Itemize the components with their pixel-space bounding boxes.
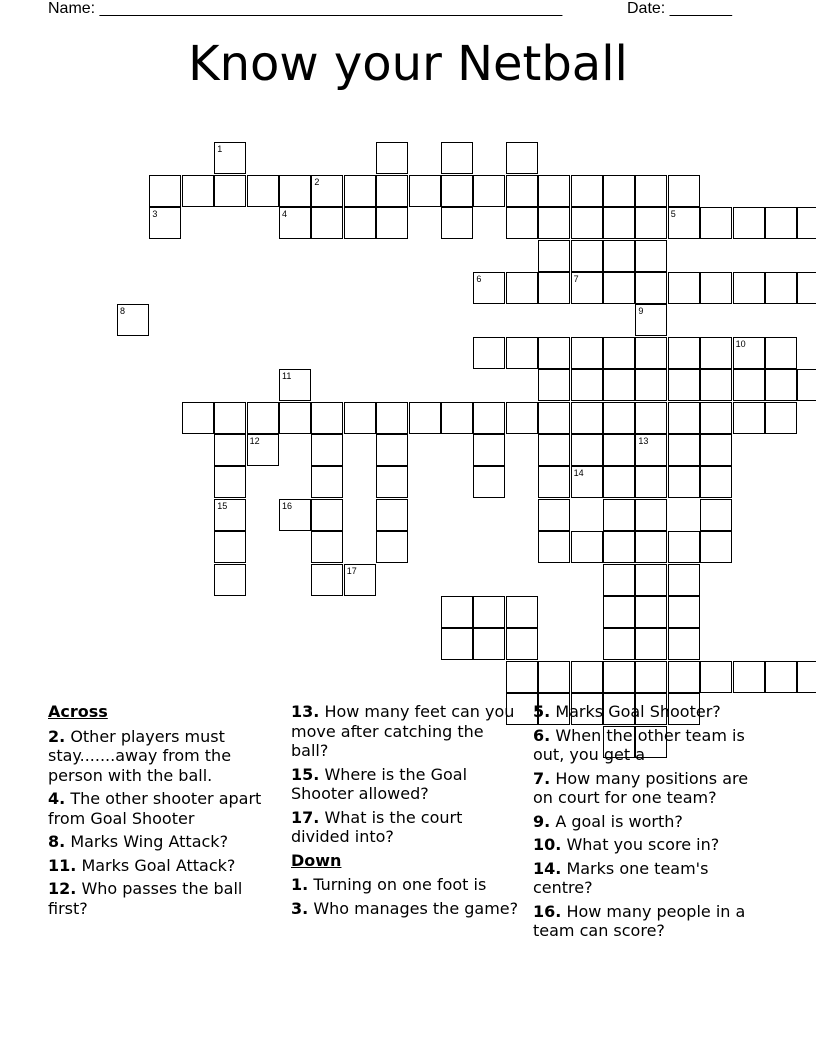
crossword-cell[interactable] <box>668 661 700 693</box>
crossword-cell[interactable] <box>441 628 473 660</box>
crossword-cell[interactable] <box>668 207 700 239</box>
crossword-cell[interactable] <box>571 434 603 466</box>
clue-text: A goal is worth? <box>555 811 683 831</box>
crossword-cell[interactable] <box>635 628 667 660</box>
crossword-cell[interactable] <box>603 272 635 304</box>
crossword-cell[interactable] <box>635 661 667 693</box>
crossword-cell[interactable] <box>571 207 603 239</box>
crossword-cell[interactable] <box>668 628 700 660</box>
clue-text: What you score in? <box>566 835 720 854</box>
cell-number: 7 <box>573 274 579 284</box>
crossword-cell[interactable] <box>571 531 603 563</box>
crossword-cell[interactable] <box>603 564 635 596</box>
crossword-cell[interactable] <box>668 596 700 628</box>
crossword-cell[interactable] <box>603 466 635 498</box>
crossword-cell[interactable] <box>149 207 181 239</box>
cell-number: 12 <box>249 436 260 446</box>
crossword-cell[interactable] <box>603 175 635 207</box>
clue-number: 13. <box>291 702 320 721</box>
crossword-cell[interactable] <box>214 402 246 434</box>
crossword-cell[interactable] <box>376 207 408 239</box>
crossword-cell[interactable] <box>668 337 700 369</box>
crossword-cell[interactable] <box>538 531 570 563</box>
crossword-cell[interactable] <box>311 175 343 207</box>
cell-number: 1 <box>217 144 223 155</box>
crossword-cell[interactable] <box>668 434 700 466</box>
crossword-cell[interactable] <box>603 661 635 693</box>
crossword-cell[interactable] <box>538 272 570 304</box>
crossword-cell[interactable] <box>376 175 408 207</box>
crossword-cell[interactable] <box>473 337 505 369</box>
clue-number: 4. <box>48 789 66 808</box>
clue-down-14 <box>533 859 765 898</box>
crossword-cell[interactable] <box>279 207 311 239</box>
crossword-cell[interactable] <box>538 434 570 466</box>
crossword-cell[interactable] <box>733 207 765 239</box>
crossword-cell[interactable] <box>538 207 570 239</box>
date-field-label[interactable]: Date: _______ <box>627 0 732 17</box>
crossword-cell[interactable] <box>538 499 570 531</box>
crossword-cell[interactable] <box>635 434 667 466</box>
clue-down-3 <box>291 899 523 919</box>
clue-number: 8. <box>48 832 66 851</box>
cell-number: 9 <box>638 306 644 317</box>
cell-number: 14 <box>573 468 584 479</box>
crossword-cell[interactable] <box>506 207 538 239</box>
crossword-cell[interactable] <box>538 369 570 401</box>
crossword-cell[interactable] <box>635 596 667 628</box>
crossword-cell[interactable] <box>311 466 343 498</box>
crossword-cell[interactable] <box>311 531 343 563</box>
crossword-cell[interactable] <box>506 596 538 628</box>
clue-down-9 <box>533 812 765 832</box>
crossword-cell[interactable] <box>506 402 538 434</box>
crossword-cell[interactable] <box>279 369 311 401</box>
clue-down-1 <box>291 875 523 895</box>
crossword-cell[interactable] <box>376 466 408 498</box>
crossword-cell[interactable] <box>376 434 408 466</box>
crossword-cell[interactable] <box>214 142 246 174</box>
crossword-cell[interactable] <box>635 466 667 498</box>
crossword-cell[interactable] <box>473 628 505 660</box>
cell-number: 8 <box>120 306 126 317</box>
crossword-cell[interactable] <box>700 337 732 369</box>
clue-down-10 <box>533 835 765 855</box>
crossword-cell[interactable] <box>538 240 570 272</box>
clue-across-2 <box>48 727 280 786</box>
crossword-cell[interactable] <box>506 142 538 174</box>
crossword-cell[interactable] <box>797 369 816 401</box>
crossword-cell[interactable] <box>700 466 732 498</box>
crossword-cell[interactable] <box>473 596 505 628</box>
clue-number: 17. <box>291 807 320 827</box>
crossword-cell[interactable] <box>538 661 570 693</box>
crossword-cell[interactable] <box>765 272 797 304</box>
clue-number: 5. <box>533 702 551 721</box>
crossword-cell[interactable] <box>441 596 473 628</box>
crossword-cell[interactable] <box>571 402 603 434</box>
clue-across-15 <box>291 765 523 804</box>
clue-number: 1. <box>291 875 309 894</box>
crossword-cell[interactable] <box>506 628 538 660</box>
crossword-cell[interactable] <box>214 499 246 531</box>
crossword-cell[interactable] <box>571 337 603 369</box>
crossword-cell[interactable] <box>441 402 473 434</box>
clue-text: How many feet can you move after catching the ball? <box>291 702 515 760</box>
clue-down-5 <box>533 702 765 722</box>
crossword-cell[interactable] <box>603 628 635 660</box>
clue-number: 7. <box>533 768 551 788</box>
crossword-cell[interactable] <box>733 337 765 369</box>
crossword-cell[interactable] <box>797 661 816 693</box>
cell-number: 3 <box>152 209 158 220</box>
crossword-cell[interactable] <box>700 402 732 434</box>
crossword-cell[interactable] <box>571 272 603 304</box>
crossword-cell[interactable] <box>635 369 667 401</box>
crossword-cell[interactable] <box>765 369 797 401</box>
crossword-cell[interactable] <box>571 369 603 401</box>
cell-number: 6 <box>476 274 482 284</box>
crossword-cell[interactable] <box>797 207 816 239</box>
crossword-cell[interactable] <box>538 175 570 207</box>
clue-across-4 <box>48 789 280 828</box>
clue-number: 6. <box>533 725 551 745</box>
crossword-cell[interactable] <box>214 564 246 596</box>
crossword-cell[interactable] <box>376 499 408 531</box>
crossword-cell[interactable] <box>441 175 473 207</box>
clue-text: What is the court divided into? <box>291 807 463 846</box>
crossword-cell[interactable] <box>668 369 700 401</box>
cell-number: 11 <box>282 371 292 382</box>
clue-text: Other players must stay.......away from the person with the ball. <box>48 726 232 785</box>
clue-text: Turning on one foot is <box>313 875 487 894</box>
crossword-cell[interactable] <box>668 272 700 304</box>
clue-across-17 <box>291 808 523 847</box>
clue-number: 16. <box>533 901 562 921</box>
crossword-cell[interactable] <box>603 337 635 369</box>
crossword-cell[interactable] <box>473 402 505 434</box>
clue-across-13 <box>291 702 523 761</box>
clue-text: When the other team is out, you get a <box>533 725 745 764</box>
crossword-cell[interactable] <box>733 272 765 304</box>
crossword-cell[interactable] <box>603 240 635 272</box>
cell-number: 17 <box>346 565 357 576</box>
crossword-cell[interactable] <box>279 175 311 207</box>
crossword-cell[interactable] <box>603 207 635 239</box>
crossword-cell[interactable] <box>311 564 343 596</box>
crossword-cell[interactable] <box>311 402 343 434</box>
crossword-cell[interactable] <box>603 531 635 563</box>
crossword-cell[interactable] <box>311 434 343 466</box>
crossword-cell[interactable] <box>700 499 732 531</box>
crossword-cell[interactable] <box>700 531 732 563</box>
crossword-cell[interactable] <box>635 240 667 272</box>
clue-number: 11. <box>48 855 77 875</box>
clue-text: Where is the Goal Shooter allowed? <box>291 764 468 803</box>
crossword-cell[interactable] <box>571 240 603 272</box>
crossword-cell[interactable] <box>247 434 279 466</box>
crossword-cell[interactable] <box>668 402 700 434</box>
crossword-cell[interactable] <box>409 175 441 207</box>
crossword-cell[interactable] <box>117 304 149 336</box>
cell-number: 2 <box>314 176 320 187</box>
cell-number: 13 <box>638 436 649 446</box>
crossword-cell[interactable] <box>700 207 732 239</box>
crossword-cell[interactable] <box>700 434 732 466</box>
crossword-cell[interactable] <box>700 369 732 401</box>
cell-number: 5 <box>670 209 676 220</box>
clue-text: Marks Wing Attack? <box>70 832 229 851</box>
clue-text: How many people in a team can score? <box>533 901 746 940</box>
across-heading: Across <box>48 702 108 721</box>
crossword-cell[interactable] <box>376 402 408 434</box>
crossword-cell[interactable] <box>765 402 797 434</box>
crossword-cell[interactable] <box>376 531 408 563</box>
crossword-cell[interactable] <box>603 434 635 466</box>
crossword-cell[interactable] <box>538 337 570 369</box>
crossword-cell[interactable] <box>635 402 667 434</box>
clue-number: 3. <box>291 898 309 918</box>
clue-text: The other shooter apart from Goal Shooter <box>48 789 262 828</box>
clues-column-3 <box>533 702 765 945</box>
crossword-cell[interactable] <box>700 661 732 693</box>
crossword-cell[interactable] <box>603 596 635 628</box>
crossword-cell[interactable] <box>473 272 505 304</box>
clue-number: 10. <box>533 835 562 854</box>
clue-text: Who passes the ball first? <box>48 879 243 918</box>
crossword-cell[interactable] <box>571 466 603 498</box>
crossword-cell[interactable] <box>635 499 667 531</box>
crossword-cell[interactable] <box>603 402 635 434</box>
crossword-cell[interactable] <box>214 466 246 498</box>
crossword-cell[interactable] <box>376 142 408 174</box>
clue-number: 12. <box>48 879 77 898</box>
crossword-cell[interactable] <box>635 272 667 304</box>
crossword-cell[interactable] <box>279 499 311 531</box>
crossword-cell[interactable] <box>214 434 246 466</box>
down-heading: Down <box>291 850 342 870</box>
crossword-cell[interactable] <box>441 207 473 239</box>
crossword-cell[interactable] <box>182 175 214 207</box>
crossword-cell[interactable] <box>635 564 667 596</box>
cell-number: 15 <box>217 500 228 511</box>
crossword-cell[interactable] <box>635 531 667 563</box>
crossword-cell[interactable] <box>506 272 538 304</box>
crossword-cell[interactable] <box>765 661 797 693</box>
crossword-cell[interactable] <box>635 304 667 336</box>
crossword-cell[interactable] <box>635 175 667 207</box>
clue-text: How many positions are on court for one team? <box>533 768 749 807</box>
crossword-cell[interactable] <box>603 499 635 531</box>
crossword-cell[interactable] <box>635 207 667 239</box>
clue-down-7 <box>533 769 765 808</box>
crossword-cell[interactable] <box>668 466 700 498</box>
clue-text: Marks Goal Shooter? <box>555 702 721 721</box>
clue-across-12 <box>48 879 280 918</box>
cell-number: 10 <box>735 338 746 349</box>
crossword-cell[interactable] <box>409 402 441 434</box>
crossword-cell[interactable] <box>506 661 538 693</box>
crossword-cell[interactable] <box>668 564 700 596</box>
clue-number: 2. <box>48 726 66 746</box>
crossword-cell[interactable] <box>733 661 765 693</box>
crossword-cell[interactable] <box>214 175 246 207</box>
crossword-cell[interactable] <box>635 337 667 369</box>
crossword-cell[interactable] <box>279 402 311 434</box>
clue-text: Who manages the game? <box>313 898 519 918</box>
crossword-cell[interactable] <box>311 207 343 239</box>
clue-across-8 <box>48 832 280 852</box>
crossword-cell[interactable] <box>344 175 376 207</box>
crossword-cell[interactable] <box>473 175 505 207</box>
crossword-cell[interactable] <box>247 175 279 207</box>
crossword-cell[interactable] <box>571 661 603 693</box>
crossword-cell[interactable] <box>344 564 376 596</box>
crossword-cell[interactable] <box>700 272 732 304</box>
crossword-cell[interactable] <box>473 466 505 498</box>
clues-column-1 <box>48 702 280 922</box>
crossword-cell[interactable] <box>538 402 570 434</box>
crossword-cell[interactable] <box>344 402 376 434</box>
cell-number: 4 <box>282 209 288 220</box>
crossword-cell[interactable] <box>311 499 343 531</box>
page-title: Know your Netball <box>188 36 628 92</box>
clue-down-16 <box>533 902 765 941</box>
crossword-cell[interactable] <box>765 207 797 239</box>
crossword-cell[interactable] <box>668 531 700 563</box>
clue-down-6 <box>533 726 765 765</box>
crossword-cell[interactable] <box>603 369 635 401</box>
crossword-cell[interactable] <box>733 369 765 401</box>
crossword-cell[interactable] <box>506 337 538 369</box>
clue-text: Marks Goal Attack? <box>81 855 236 875</box>
clue-text: Marks one team's centre? <box>533 858 709 897</box>
crossword-cell[interactable] <box>344 207 376 239</box>
crossword-cell[interactable] <box>182 402 214 434</box>
crossword-cell[interactable] <box>214 531 246 563</box>
crossword-cell[interactable] <box>149 175 181 207</box>
crossword-cell[interactable] <box>473 434 505 466</box>
cell-number: 16 <box>282 500 293 511</box>
clues-column-2 <box>291 702 523 922</box>
crossword-cell[interactable] <box>247 402 279 434</box>
crossword-cell[interactable] <box>797 272 816 304</box>
clue-number: 15. <box>291 764 320 784</box>
clue-number: 14. <box>533 858 562 878</box>
crossword-cell[interactable] <box>538 466 570 498</box>
crossword-cell[interactable] <box>506 175 538 207</box>
crossword-cell[interactable] <box>668 175 700 207</box>
clue-number: 9. <box>533 811 551 831</box>
crossword-cell[interactable] <box>733 402 765 434</box>
crossword-cell[interactable] <box>571 175 603 207</box>
crossword-cell[interactable] <box>441 142 473 174</box>
crossword-cell[interactable] <box>765 337 797 369</box>
clue-across-11 <box>48 856 280 876</box>
name-field-label[interactable]: Name: ____________________________________________________ <box>48 0 563 17</box>
